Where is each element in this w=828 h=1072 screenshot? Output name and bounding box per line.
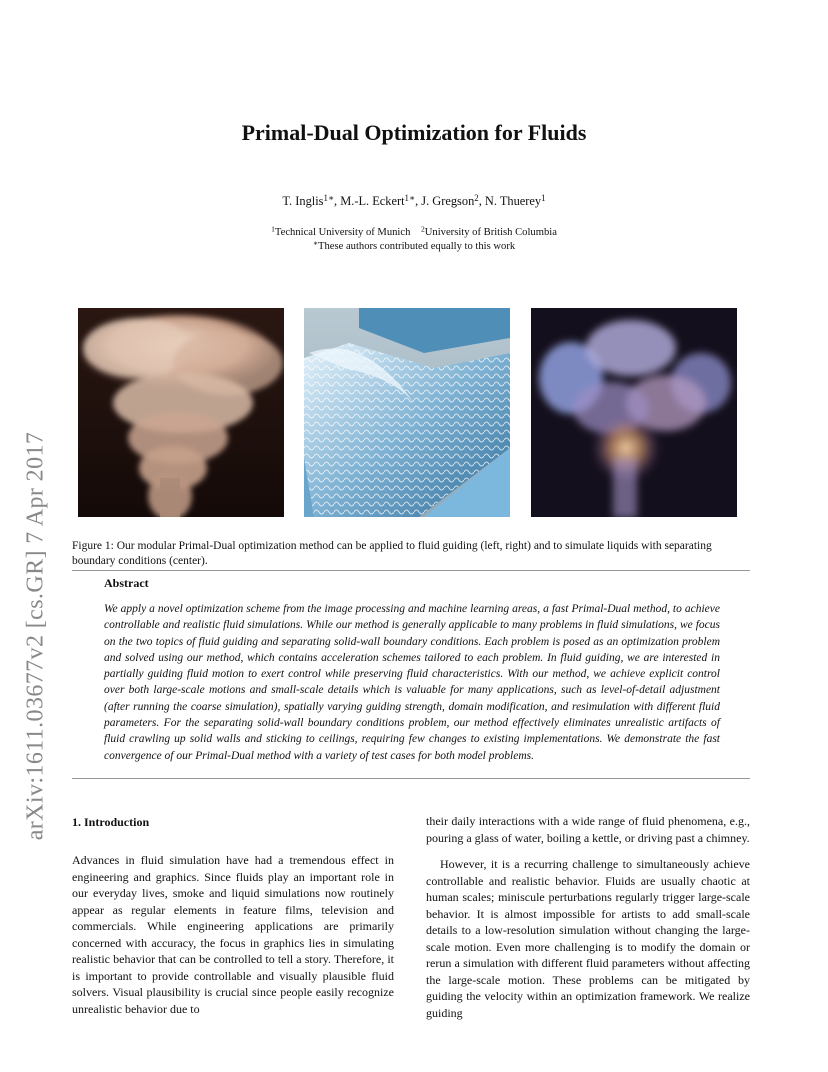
smoke-plume-render — [78, 308, 284, 517]
right-column — [426, 813, 750, 1021]
author-mark: 1∗ — [323, 192, 334, 203]
author-mark: 1 — [541, 192, 546, 203]
abstract-heading: Abstract — [104, 576, 149, 590]
divider — [72, 570, 750, 571]
author-mark: 2 — [474, 192, 479, 203]
affiliation-name: University of British Columbia — [424, 227, 557, 238]
author-mark: 1∗ — [404, 192, 416, 203]
equal-contribution-mark: ∗ — [312, 238, 319, 248]
affiliations — [0, 226, 828, 254]
left-column — [72, 852, 394, 1017]
abstract-text: We apply a novel optimization scheme from the image processing and machine learning areas, a fast Primal-Dual method, to achieve controllable and realistic fluid simulations. While our method is generally applicable to many problems in fluid simulations, we focus on the two topics of fluid guiding and separating solid-wall boundary conditions. Each problem is posed as an optimization problem and solved using our method, which contains acceleration schemes tailored to each problem. In fluid guiding, we are interested in partially guiding fluid motion to exert control while preserving fluid characteristics. With our method, we achieve explicit control over both large-scale motions and small-scale details which is valuable for many applications, such as level-of-detail adjustment (after running the coarse simulation), spatially varying guiding strength, domain modification, and resimulation with different fluid parameters. For the separating solid-wall boundary conditions problem, our method effectively eliminates unrealistic artifacts of fluid crawling up solid walls and sticking to ceilings, requiring few changes to existing implementations. We demonstrate the fast convergence of our Primal-Dual method with a variety of test cases for both model problems. — [104, 603, 720, 762]
paragraph: their daily interactions with a wide range of fluid phenomena, e.g., pouring a glass of water, boiling a kettle, or driving past a chimney. — [426, 814, 750, 845]
divider — [72, 778, 750, 779]
figure-caption: Figure 1: Our modular Primal-Dual optimization method can be applied to fluid guiding (left, right) and to simulate liquids with separating boundary conditions (center). — [72, 540, 712, 567]
paragraph: However, it is a recurring challenge to simultaneously achieve controllable and realistic behavior. Fluids are usually chaotic at human scales; miniscule perturbations regularly trigger large-scale behavior. It is almost impossible for artists to add small-scale details to a low-resolution simulation without changing the large-scale motion. Even more challenging is to modify the domain or rerun a simulation with different fluid parameters without affecting the large-scale motion. These problems can be mitigated by guiding the velocity within an optimization framework. We realize guiding — [426, 857, 750, 1020]
paper-title: Primal-Dual Optimization for Fluids — [241, 120, 587, 145]
paragraph: Advances in fluid simulation have had a tremendous effect in engineering and graphics. Since fluids play an important role in our everyday lives, smoke and liquid simulations now routinely appear as regular elements in feature films, television and commercials. While engineering applications are primarily concerned with accuracy, the focus in graphics lies in simulating realistic behavior that can be controlled to tell a story. Therefore, it is important to provide controllable and visually plausible fluid solvers. Visual plausibility is crucial since people easily recognize unrealistic behavior due to — [72, 853, 394, 1016]
equal-contribution-note: These authors contributed equally to this work — [318, 241, 516, 252]
affiliation-name: Technical University of Munich — [274, 227, 411, 238]
section-heading: 1. Introduction — [72, 815, 150, 829]
colored-smoke-render — [531, 308, 737, 517]
affiliation-mark: 2 — [420, 224, 425, 234]
author-name: T. Inglis — [282, 194, 324, 208]
author-name: M.-L. Eckert — [340, 194, 405, 208]
author-list: T. Inglis$^{1∗}$, M.-L. Eckert$^{1∗}$, J. Gregson$^2$, N. Thuerey$^1$ — [282, 192, 546, 208]
author-name: N. Thuerey — [484, 194, 542, 208]
affiliation-mark: 1 — [271, 224, 275, 234]
arxiv-stamp-text: arXiv:1611.03677v2 [cs.GR] 7 Apr 2017 — [22, 431, 49, 841]
author-name: J. Gregson — [421, 194, 475, 208]
liquid-flow-render — [304, 308, 510, 517]
